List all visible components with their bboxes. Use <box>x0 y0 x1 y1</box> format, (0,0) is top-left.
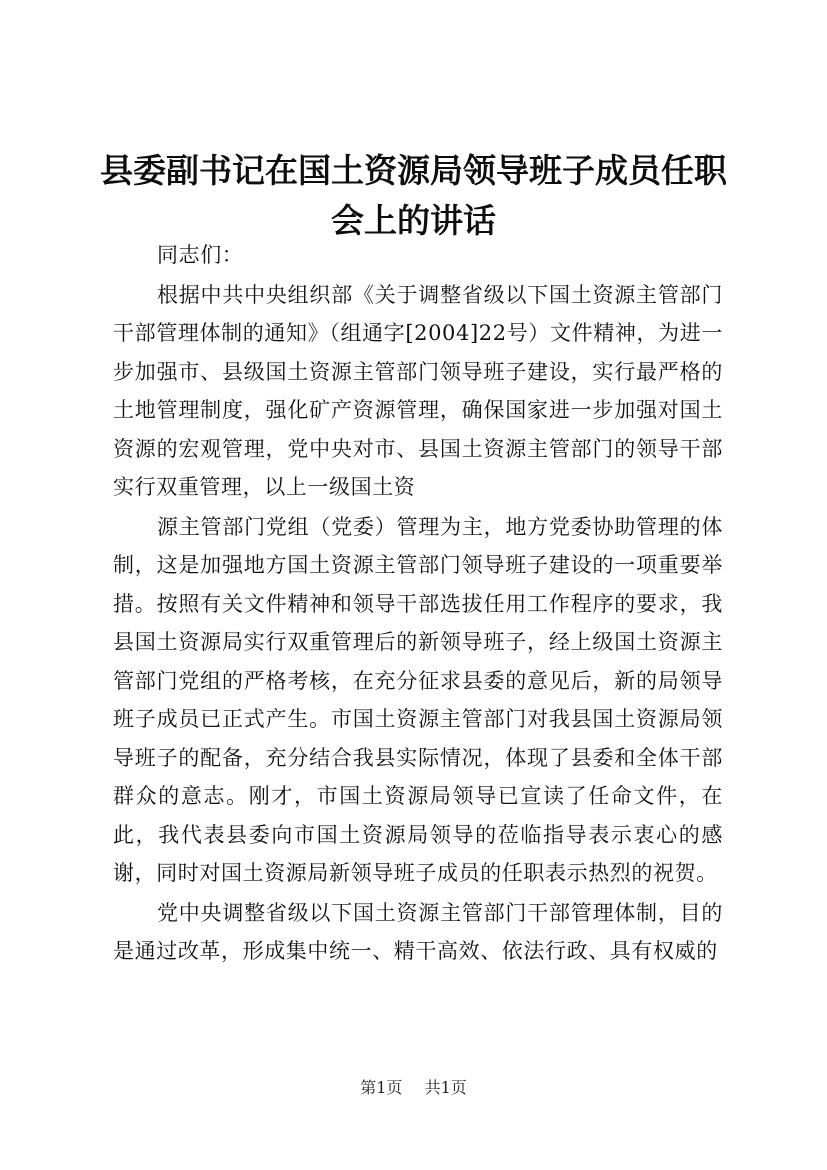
document-title: 县委副书记在国土资源局领导班子成员任职会上的讲话 <box>100 151 727 240</box>
page-total: 共1页 <box>424 1078 467 1097</box>
salutation-paragraph: 同志们： <box>157 243 244 267</box>
body-paragraph: 党中央调整省级以下国土资源主管部门干部管理体制，目的是通过改革，形成集中统一、精干高效、依法行政、具有权威的 <box>113 900 723 963</box>
body-paragraph: 根据中共中央组织部《关于调整省级以下国土资源主管部门干部管理体制的通知》（组通字[2004]22号）文件精神，为进一步加强市、县级国土资源主管部门领导班子建设，实行最严格的土地管理制度，强化矿产资源管理，确保国家进一步加强对国土资源的宏观管理，党中央对市、县国土资源主管部门的领导干部实行双重管理，以上一级国土资 <box>113 282 723 499</box>
document-body <box>113 236 723 971</box>
page-footer <box>0 1078 827 1098</box>
page-number: 第1页 <box>360 1078 403 1097</box>
body-paragraph: 源主管部门党组（党委）管理为主，地方党委协助管理的体制，这是加强地方国土资源主管部门领导班子建设的一项重要举措。按照有关文件精神和领导干部选拔任用工作程序的要求，我县国土资源局实行双重管理后的新领导班子，经上级国土资源主管部门党组的严格考核，在充分征求县委的意见后，新的局领导班子成员已正式产生。市国土资源主管部门对我县国土资源局领导班子的配备，充分结合我县实际情况，体现了县委和全体干部群众的意志。刚才，市国土资源局领导已宣读了任命文件，在此，我代表县委向市国土资源局领导的莅临指导表示衷心的感谢，同时对国土资源局新领导班子成员的任职表示热烈的祝贺。 <box>113 514 723 885</box>
